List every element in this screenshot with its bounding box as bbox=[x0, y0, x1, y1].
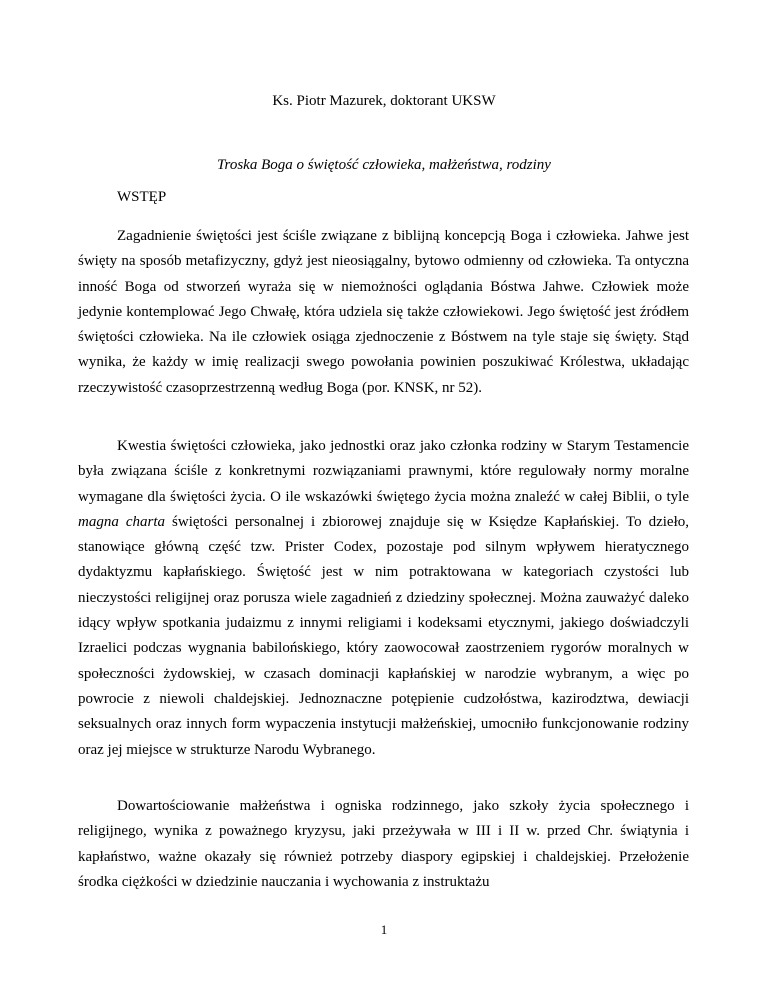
section-heading: WSTĘP bbox=[117, 189, 167, 205]
paragraph-2-italic-term: magna charta bbox=[78, 513, 166, 530]
paragraph-2 bbox=[78, 434, 689, 763]
author-line: Ks. Piotr Mazurek, doktorant UKSW bbox=[272, 93, 496, 109]
paragraph-2-text-end: świętości personalnej i zbiorowej znajduje się w Księdze Kapłańskiej. To dzieło, stanowiące główną część tzw. Prister Codex, pozostaje pod silnym wpływem hieratycznego dydaktyzmu kapłańskiego. Świętość jest w nim potraktowana w kategoriach czystości lub nieczystości religijnej oraz porusza wiele zagadnień z dziedziny społecznej. Można zauważyć daleko idący wpływ spotkania judaizmu z innymi religiami i kodeksami etycznymi, jakiego doświadczyli Izraelici podczas wygnania babilońskiego, który zaowocował zaostrzeniem rygorów moralnych w społeczności żydowskiej, w czasach dominacji kapłańskiej w narodzie wybranym, a więc po powrocie z niewoli chaldejskiej. Jednoznaczne potępienie cudzołóstwa, kazirodztwa, dewiacji seksualnych oraz innych form wypaczenia instytucji małżeńskiej, umocniło funkcjonowanie rodziny oraz jej miejsce w strukturze Narodu Wybranego. bbox=[78, 513, 689, 758]
paragraph-3: Dowartościowanie małżeństwa i ogniska rodzinnego, jako szkoły życia społecznego i religijnego, wynika z poważnego kryzysu, jaki przeżywała w III i II w. przed Chr. świątynia i kapłaństwo, ważne okazały się również potrzeby diaspory egipskiej i chaldejskiej. Przełożenie środka ciężkości w dziedzinie nauczania i wychowania z instruktażu bbox=[78, 798, 689, 890]
paragraph-1: Zagadnienie świętości jest ściśle związane z biblijną koncepcją Boga i człowieka. Jahwe jest święty na sposób metafizyczny, gdyż jest nieosiągalny, bytowo odmienny od człowieka. Ta ontyczna inność Boga od stworzeń wyraża się w niemożności oglądania Bóstwa Jahwe. Człowiek może jedynie kontemplować Jego Chwałę, która udziela się także człowiekowi. Jego świętość jest źródłem świętości człowieka. Na ile człowiek osiąga zjednoczenie z Bóstwem na tyle staje się święty. Stąd wynika, że każdy w imię realizacji swego powołania powinien poszukiwać Królestwa, układając rzeczywistość czasoprzestrzenną według Boga (por. KNSK, nr 52). bbox=[78, 228, 689, 396]
document-title: Troska Boga o świętość człowieka, małżeństwa, rodziny bbox=[217, 157, 551, 173]
page-number: 1 bbox=[380, 922, 388, 937]
paragraph-2-text-start: Kwestia świętości człowieka, jako jednostki oraz jako członka rodziny w Starym Testamencie była związana ściśle z konkretnymi rozwiązaniami prawnymi, które regulowały normy moralne wymagane dla świętości życia. O ile wskazówki świętego życia można znaleźć w całej Biblii, o tyle bbox=[78, 438, 689, 505]
